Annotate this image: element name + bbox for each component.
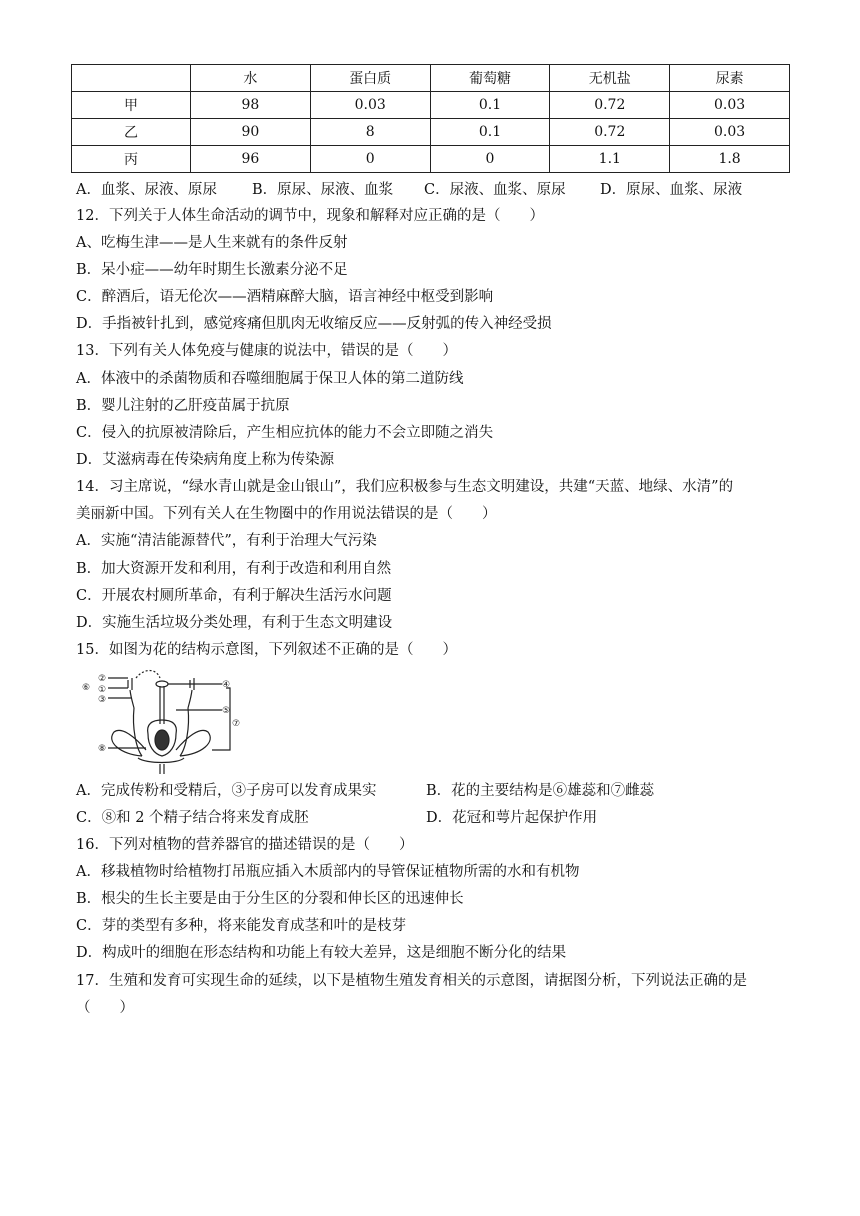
q13-option-c: C．侵入的抗原被清除后，产生相应抗体的能力不会立即随之消失 [76,425,494,441]
figure-label-5: ⑤ [222,706,231,716]
q12-option-b: B．呆小症——幼年时期生长激素分泌不足 [76,262,348,278]
table-cell: 0.72 [550,92,670,119]
table-cell: 乙 [72,119,191,146]
table-cell: 丙 [72,146,191,173]
table-cell: 1.1 [550,146,670,173]
q12-option-a: A、吃梅生津——是人生来就有的条件反射 [76,235,348,251]
figure-label-2: ② [98,674,107,684]
q16-option-c: C．芽的类型有多种，将来能发育成茎和叶的是枝芽 [76,918,407,934]
q15-option-c: C．⑧和 2 个精子结合将来发育成胚 [76,810,309,826]
table-cell: 0.03 [670,92,790,119]
table-header-cell: 蛋白质 [310,65,430,92]
table-cell: 90 [191,119,311,146]
figure-label-1: ① [98,685,107,695]
table-cell: 0.03 [310,92,430,119]
q11-option-b: B．原尿、尿液、血浆 [252,182,394,198]
table-header-cell: 无机盐 [550,65,670,92]
table-row [72,92,790,119]
q11-option-a: A．血浆、尿液、原尿 [76,182,217,198]
q12-option-c: C．醉酒后，语无伦次——酒精麻醉大脑，语言神经中枢受到影响 [76,289,494,305]
table-cell: 甲 [72,92,191,119]
q13-option-b: B．婴儿注射的乙肝疫苗属于抗原 [76,398,290,414]
flower-structure-figure [76,668,246,774]
q13-stem: 13．下列有关人体免疫与健康的说法中，错误的是（ ） [76,343,457,359]
table-header-cell: 葡萄糖 [430,65,550,92]
table-cell: 96 [191,146,311,173]
figure-label-6: ⑥ [82,683,91,693]
flower-diagram-svg [76,668,246,774]
figure-label-8: ⑧ [98,744,107,754]
q14-option-b: B．加大资源开发和利用，有利于改造和利用自然 [76,561,392,577]
q14-option-a: A．实施“清洁能源替代”，有利于治理大气污染 [76,533,377,549]
table-cell: 0 [310,146,430,173]
q15-stem: 15．如图为花的结构示意图，下列叙述不正确的是（ ） [76,642,457,658]
table-cell: 0 [430,146,550,173]
q14-stem-line2: 美丽新中国。下列有关人在生物圈中的作用说法错误的是（ ） [76,506,497,522]
table-header-cell: 尿素 [670,65,790,92]
table-cell: 0.03 [670,119,790,146]
q14-option-d: D．实施生活垃圾分类处理，有利于生态文明建设 [76,615,393,631]
table-header-cell: 水 [191,65,311,92]
table-header-row [72,65,790,92]
q16-stem: 16．下列对植物的营养器官的描述错误的是（ ） [76,837,414,853]
table-header-cell [72,65,191,92]
table-cell: 98 [191,92,311,119]
table-cell: 0.1 [430,119,550,146]
q13-option-d: D．艾滋病毒在传染病角度上称为传染源 [76,452,335,468]
q16-option-a: A．移栽植物时给植物打吊瓶应插入木质部内的导管保证植物所需的水和有机物 [76,864,580,880]
q11-option-c: C．尿液、血浆、原尿 [424,182,566,198]
figure-label-3: ③ [98,695,107,705]
table-row [72,119,790,146]
figure-label-4: ④ [222,680,231,690]
table-cell: 0.72 [550,119,670,146]
q12-option-d: D．手指被针扎到，感觉疼痛但肌肉无收缩反应——反射弧的传入神经受损 [76,316,552,332]
table-row [72,146,790,173]
q15-option-a: A．完成传粉和受精后，③子房可以发育成果实 [76,783,377,799]
q17-stem-line1: 17．生殖和发育可实现生命的延续，以下是植物生殖发育相关的示意图，请据图分析，下列说法正确的是 [76,973,747,989]
q14-option-c: C．开展农村厕所革命，有利于解决生活污水问题 [76,588,392,604]
q14-stem-line1: 14．习主席说，“绿水青山就是金山银山”，我们应积极参与生态文明建设，共建“天蓝、地绿、水清”的 [76,479,734,495]
q17-stem-line2: （ ） [76,1000,134,1016]
table-cell: 8 [310,119,430,146]
q12-stem: 12．下列关于人体生命活动的调节中，现象和解释对应正确的是（ ） [76,208,544,224]
q15-option-d: D．花冠和萼片起保护作用 [426,810,598,826]
table-cell: 1.8 [670,146,790,173]
q13-option-a: A．体液中的杀菌物质和吞噬细胞属于保卫人体的第二道防线 [76,371,464,387]
q11-option-d: D．原尿、血浆、尿液 [600,182,743,198]
q15-option-b: B．花的主要结构是⑥雄蕊和⑦雌蕊 [426,783,655,799]
figure-label-7: ⑦ [232,719,241,729]
table-cell: 0.1 [430,92,550,119]
q16-option-d: D．构成叶的细胞在形态结构和功能上有较大差异，这是细胞不断分化的结果 [76,945,567,961]
q16-option-b: B．根尖的生长主要是由于分生区的分裂和伸长区的迅速伸长 [76,891,464,907]
composition-table [71,64,790,173]
